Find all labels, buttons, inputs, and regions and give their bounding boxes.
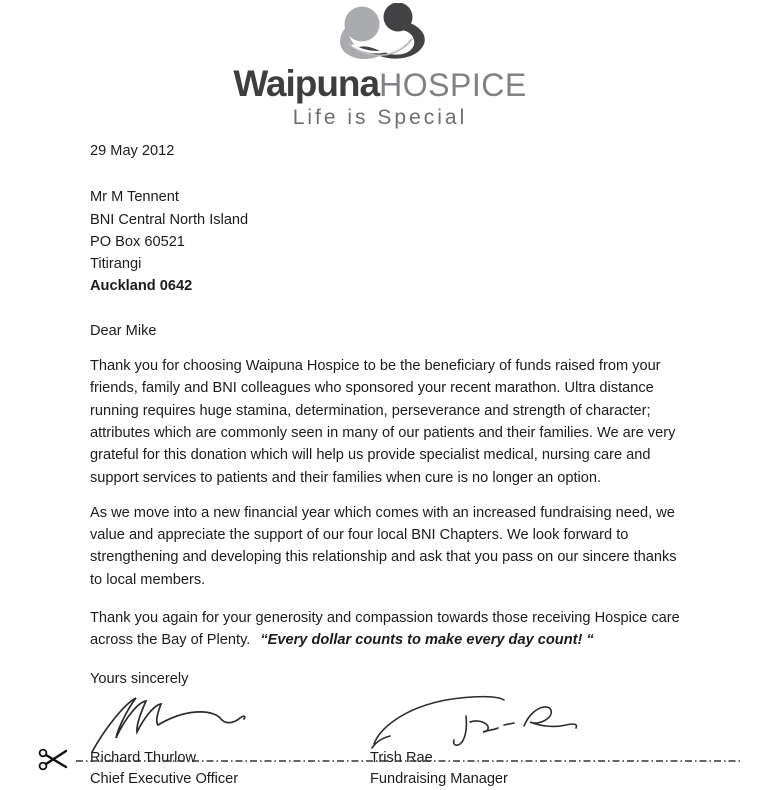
dash-dot-line — [76, 759, 740, 763]
signatory-right-title: Fundraising Manager — [370, 770, 508, 787]
signatory-left-name: Richard Thurlow — [90, 749, 196, 766]
recipient-po-box: PO Box 60521 — [90, 233, 185, 250]
paragraph-3 — [90, 607, 690, 652]
recipient-suburb: Titirangi — [90, 256, 142, 273]
recipient-address-block — [90, 186, 690, 297]
scissors-icon — [38, 746, 68, 773]
letter-date: 29 May 2012 — [90, 143, 175, 159]
letterhead — [0, 0, 760, 130]
paragraph-2: As we move into a new financial year which comes with an increased fundraising need, we value and appreciate the support of our four local BNI Chapters. We look forward to strengthening and developing this relationship and ask that you pass on our sincere thanks to local members. — [90, 504, 677, 588]
brand-secondary-text: HOSPICE — [379, 67, 527, 103]
cut-here-line — [0, 746, 760, 776]
richard-thurlow-signature-icon — [90, 692, 270, 754]
signoff: Yours sincerely — [90, 670, 189, 687]
salutation: Dear Mike — [90, 322, 157, 339]
signature-richard-thurlow — [90, 692, 370, 754]
signatory-left-title: Chief Executive Officer — [90, 770, 239, 787]
signatory-right-name: Trish Rae — [370, 749, 433, 766]
signature-row — [90, 692, 690, 754]
trish-rae-signature-icon — [370, 692, 605, 754]
recipient-city: Auckland 0642 — [90, 278, 193, 295]
brand-tagline: Life is Special — [292, 106, 468, 129]
paragraph-1: Thank you for choosing Waipuna Hospice to be the beneficiary of funds raised from your friends, family and BNI colleagues who sponsored your recent marathon. Ultra distance running requires huge stamina, determination, perseverance and strength of character; attributes which are commonly seen in many of our patients and their families. We are very grateful for this donation which will help us provide specialist medical, nursing care and support services to patients and their families when cure is no longer an option. — [90, 358, 676, 486]
letter-content — [90, 140, 690, 790]
closing-text: Thank you again for your generosity and compassion towards those receiving Hospice care across the Bay of Plenty. — [90, 610, 680, 649]
recipient-organisation: BNI Central North Island — [90, 211, 249, 228]
signature-trish-rae — [370, 692, 670, 754]
brand-primary-text: Waipuna — [233, 63, 380, 104]
recipient-name: Mr M Tennent — [90, 189, 179, 206]
brand-wordmark — [0, 65, 760, 102]
waipuna-logo-icon — [322, 3, 438, 63]
closing-quote: “Every dollar counts to make every day count! “ — [260, 632, 594, 649]
